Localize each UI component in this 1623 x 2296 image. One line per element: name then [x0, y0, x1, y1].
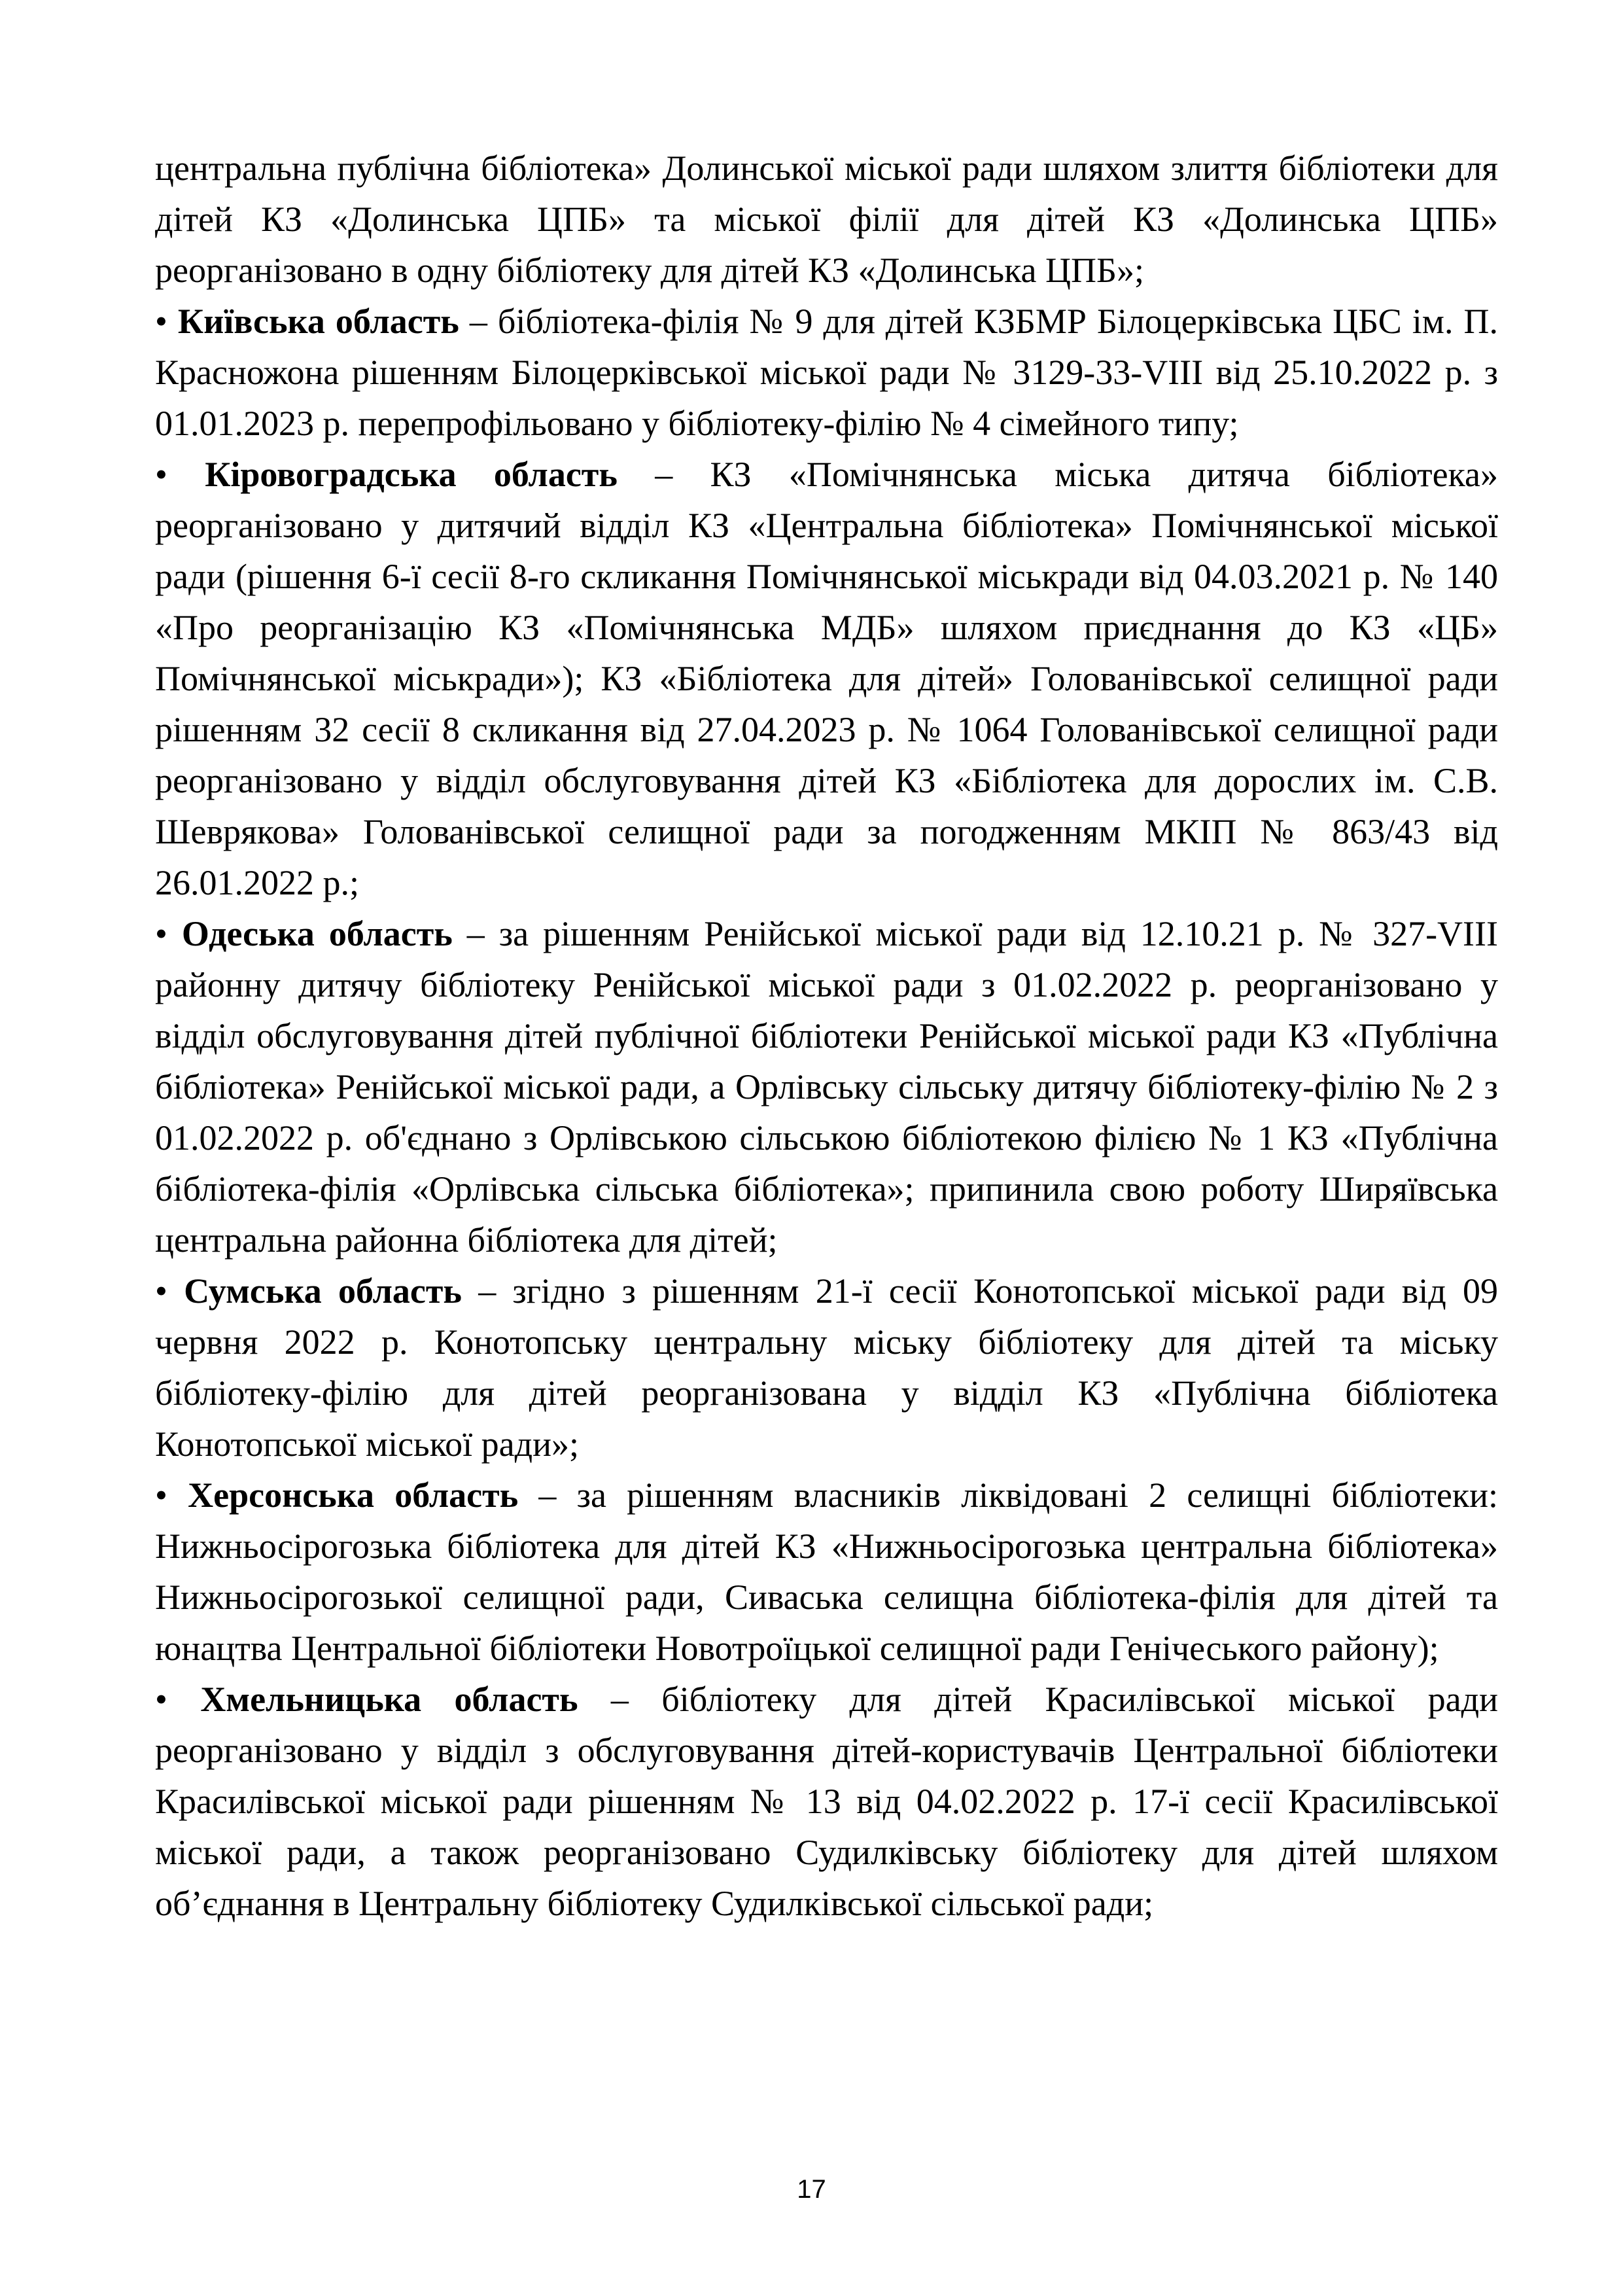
paragraph-bullet: • [155, 1271, 184, 1311]
paragraph-text: – згідно з рішенням 21-ї сесії Конотопської міської ради від 09 червня 2022 р. Конотопську центральну міську бібліотеку для дітей та міську бібліотеку-філію для дітей реорганізована у відділ КЗ «Публічна бібліотека Конотопської міської ради»; [155, 1271, 1499, 1464]
body-text [155, 143, 1498, 1929]
region-name: Київська область [177, 302, 459, 341]
region-name: Хмельницька область [200, 1680, 578, 1719]
paragraph-kirovohrad-region [155, 449, 1498, 908]
paragraph-continuation [155, 143, 1498, 296]
paragraph-text: – за рішенням власників ліквідовані 2 селищні бібліотеки: Нижньосірогозька бібліотека для дітей КЗ «Нижньосірогозька центральна бібліотека» Нижньосірогозької селищної ради, Сиваська селищна бібліотека-філія для дітей та юнацтва Центральної бібліотеки Новотроїцької селищної ради Генічеського району); [155, 1475, 1498, 1668]
region-name: Сумська область [184, 1271, 462, 1311]
paragraph-kyiv-region [155, 296, 1498, 449]
paragraph-sumy-region [155, 1265, 1498, 1470]
paragraph-text: центральна публічна бібліотека» Долинської міської ради шляхом злиття бібліотеки для дітей КЗ «Долинська ЦПБ» та міської філії для дітей КЗ «Долинська ЦПБ» реорганізовано в одну бібліотеку для дітей КЗ «Долинська ЦПБ»; [155, 149, 1498, 290]
paragraph-odesa-region [155, 908, 1498, 1265]
paragraph-bullet: • [155, 302, 178, 341]
region-name: Одеська область [181, 914, 453, 953]
region-name: Херсонська область [188, 1475, 519, 1515]
page-number: 17 [797, 2175, 826, 2204]
region-name: Кіровоградська область [205, 455, 618, 494]
paragraph-kherson-region [155, 1470, 1498, 1674]
paragraph-khmelnytskyi-region [155, 1674, 1498, 1929]
paragraph-text: – бібліотеку для дітей Красилівської міської ради реорганізовано у відділ з обслуговування дітей-користувачів Центральної бібліотеки Красилівської міської ради рішенням № 13 від 04.02.2022 р. 17-ї сесії Красилівської міської ради, а також реорганізовано Судилківську бібліотеку для дітей шляхом об’єднання в Центральну бібліотеку Судилківської сільської ради; [155, 1680, 1499, 1923]
paragraph-text: – КЗ «Помічнянська міська дитяча бібліотека» реорганізовано у дитячий відділ КЗ «Центральна бібліотека» Помічнянської міської ради (рішення 6-ї сесії 8-го скликання Помічнянської міськради від 04.03.2021 р. № 140 «Про реорганізацію КЗ «Помічнянська МДБ» шляхом приєднання до КЗ «ЦБ» Помічнянської міськради»); КЗ «Бібліотека для дітей» Голованівської селищної ради рішенням 32 сесії 8 скликання від 27.04.2023 р. № 1064 Голованівської селищної ради реорганізовано у відділ обслуговування дітей КЗ «Бібліотека для дорослих ім. С.В. Шеврякова» Голованівської селищної ради за погодженням МКІП № 863/43 від 26.01.2022 р.; [155, 455, 1498, 902]
paragraph-bullet: • [155, 455, 205, 494]
paragraph-bullet: • [155, 1680, 201, 1719]
paragraph-text: – за рішенням Ренійської міської ради від 12.10.21 р. № 327-VIII районну дитячу бібліотеку Ренійської міської ради з 01.02.2022 р. реорганізовано у відділ обслуговування дітей публічної бібліотеки Ренійської міської ради КЗ «Публічна бібліотека» Ренійської міської ради, а Орлівську сільську дитячу бібліотеку-філію № 2 з 01.02.2022 р. об'єднано з Орлівською сільською бібліотекою філією № 1 КЗ «Публічна бібліотека-філія «Орлівська сільська бібліотека»; припинила свою роботу Ширяївська центральна районна бібліотека для дітей; [155, 914, 1499, 1260]
paragraph-text: – бібліотека-філія № 9 для дітей КЗБМР Білоцерківська ЦБС ім. П. Красножона рішенням Білоцерківської міської ради № 3129-33-VIII від 25.10.2022 р. з 01.01.2023 р. перепрофільовано у бібліотеку-філію № 4 сімейного типу; [155, 302, 1498, 443]
paragraph-bullet: • [155, 914, 182, 953]
paragraph-bullet: • [155, 1475, 188, 1515]
